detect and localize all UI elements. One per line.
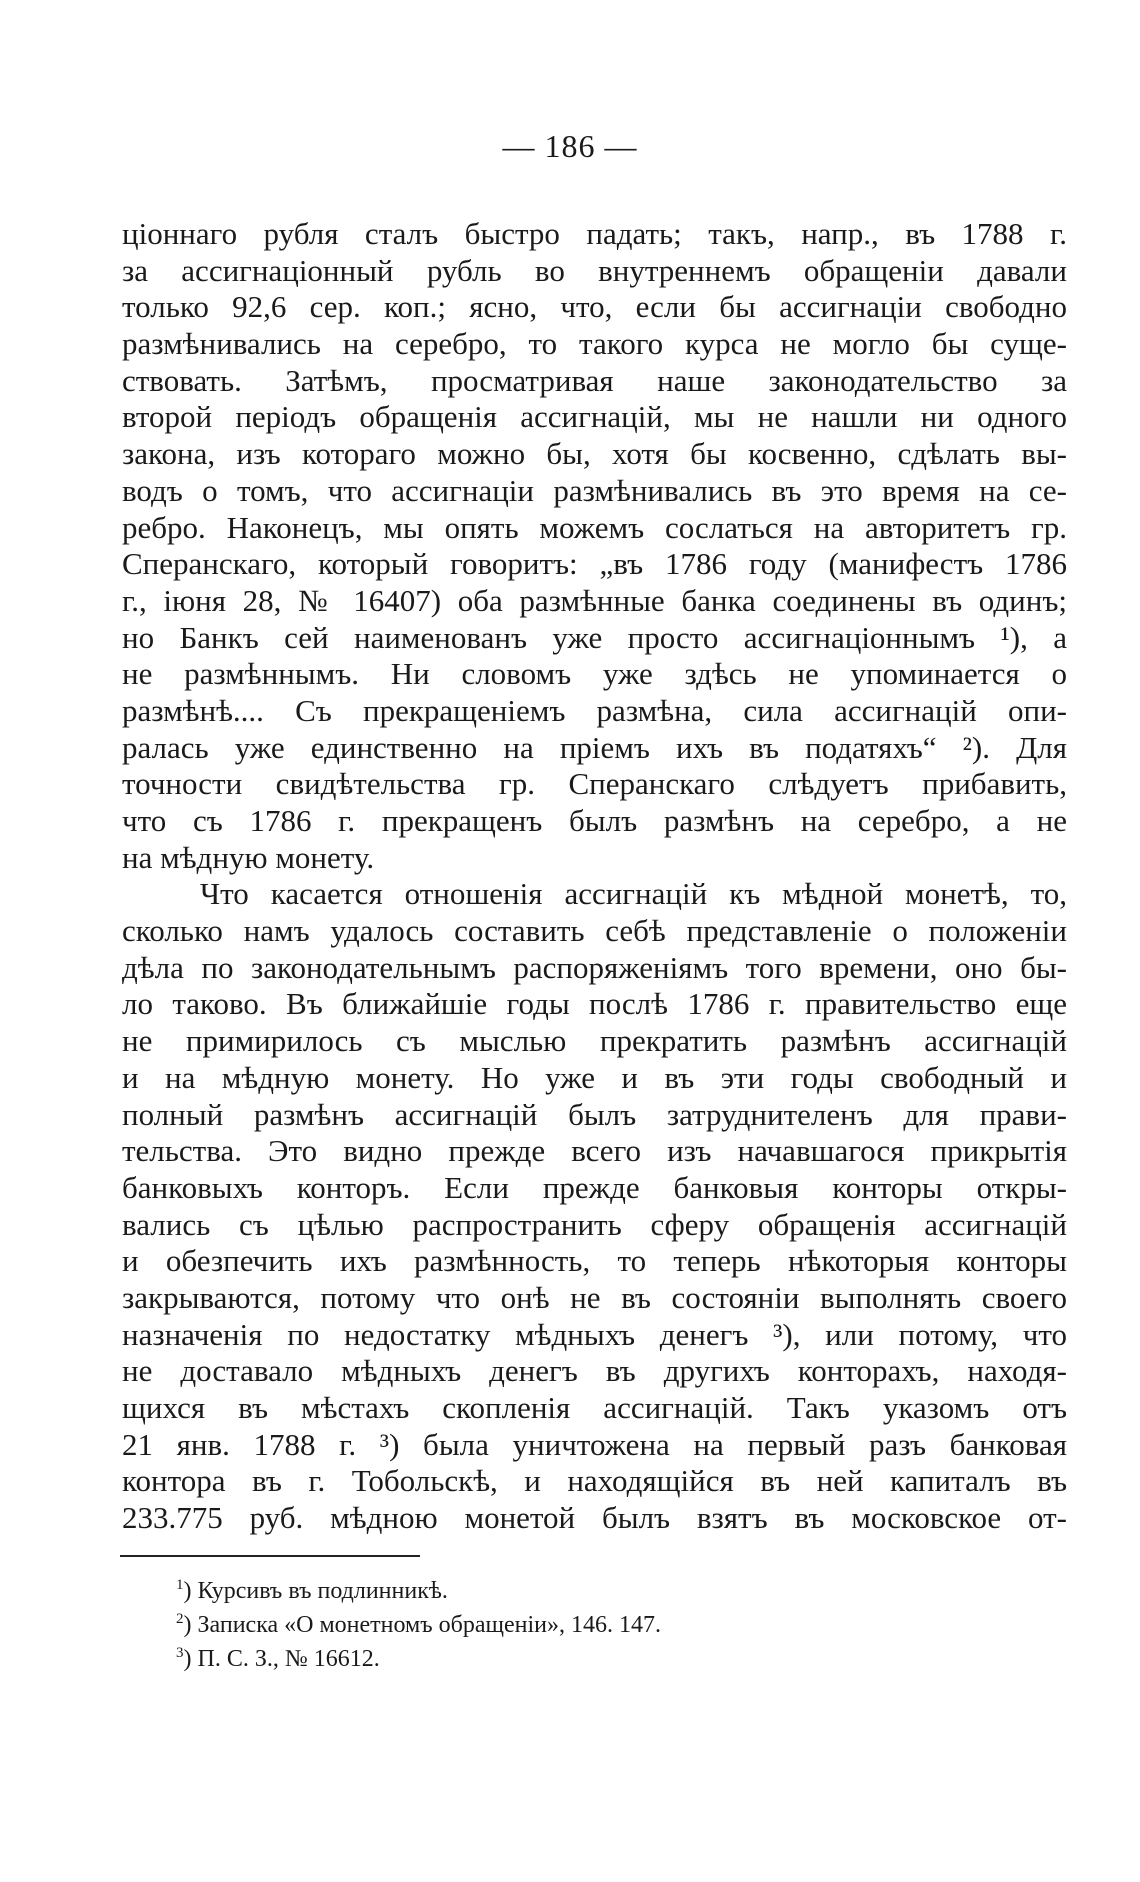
text-line: вались съ цѣлью распространить сферу обращенія ассигнацій xyxy=(122,1206,1067,1242)
footnote-text: ) П. С. З., № 16612. xyxy=(183,1646,380,1672)
text-line: размѣнивались на серебро, то такого курса не могло бы суще- xyxy=(122,326,1067,362)
body-text xyxy=(122,216,1067,1537)
text-line: но Банкъ сей наименованъ уже просто ассигнаціоннымъ ¹), а xyxy=(122,619,1067,655)
text-line: г., іюня 28, № 16407) оба размѣнные банка соединены въ одинъ; xyxy=(122,582,1067,618)
text-line: дѣла по законодательнымъ распоряженіямъ того времени, оно бы- xyxy=(122,949,1067,985)
text-line: что съ 1786 г. прекращенъ былъ размѣнъ на серебро, а не xyxy=(122,803,1067,838)
text-line: не размѣннымъ. Ни словомъ уже здѣсь не упоминается о xyxy=(122,656,1067,692)
text-line: ло таково. Въ ближайшіе годы послѣ 1786 г. правительство еще xyxy=(122,986,1067,1022)
footnote-marker: 3 xyxy=(176,1645,184,1661)
text-line: Сперанскаго, который говоритъ: „въ 1786 году (манифестъ 1786 xyxy=(122,546,1067,582)
text-line: второй періодъ обращенія ассигнацій, мы не нашли ни одного xyxy=(122,399,1067,435)
footnote-item xyxy=(176,1574,876,1608)
text-line: контора въ г. Тобольскѣ, и находящійся въ ней капиталъ въ xyxy=(122,1463,1067,1499)
text-line: 21 янв. 1788 г. ³) была уничтожена на первый разъ банковая xyxy=(122,1426,1067,1462)
footnote-text: ) Курсивъ въ подлинникѣ. xyxy=(183,1578,448,1604)
footnote-text: ) Записка «О монетномъ обращеніи», 146. 147. xyxy=(183,1612,661,1638)
text-line: закрываются, потому что онѣ не въ состояніи выполнять своего xyxy=(122,1279,1067,1315)
text-line: точности свидѣтельства гр. Сперанскаго слѣдуетъ прибавить, xyxy=(122,766,1067,802)
text-line: Что касается отношенія ассигнацій къ мѣдной монетѣ, то, xyxy=(200,876,1067,912)
text-line: банковыхъ конторъ. Если прежде банковыя конторы откры- xyxy=(122,1169,1067,1205)
text-line: водъ о томъ, что ассигнаціи размѣнивались въ это время на се- xyxy=(122,472,1067,508)
text-line: 233.775 руб. мѣдною монетой былъ взятъ въ московское от- xyxy=(122,1500,1067,1536)
text-line: размѣнѣ.... Съ прекращеніемъ размѣна, сила ассигнацій опи- xyxy=(122,692,1067,728)
text-line: закона, изъ котораго можно бы, хотя бы косвенно, сдѣлать вы- xyxy=(122,436,1067,472)
text-line: не примирилось съ мыслью прекратить размѣнъ ассигнацій xyxy=(122,1023,1067,1059)
text-line: только 92,6 сер. коп.; ясно, что, если бы ассигнаціи свободно xyxy=(122,289,1067,325)
text-line: щихся въ мѣстахъ скопленія ассигнацій. Такъ указомъ отъ xyxy=(122,1390,1067,1425)
footnotes xyxy=(176,1574,876,1676)
footnote-marker: 2 xyxy=(176,1611,184,1627)
text-line: назначенія по недостатку мѣдныхъ денегъ ³), или потому, что xyxy=(122,1316,1067,1352)
text-line: тельства. Это видно прежде всего изъ начавшагося прикрытія xyxy=(122,1133,1067,1169)
text-line: ціоннаго рубля сталъ быстро падать; такъ, напр., въ 1788 г. xyxy=(122,216,1067,251)
footnote-divider xyxy=(120,1555,420,1557)
text-line: за ассигнаціонный рубль во внутреннемъ обращеніи давали xyxy=(122,252,1067,288)
text-line: не доставало мѣдныхъ денегъ въ другихъ конторахъ, находя- xyxy=(122,1353,1067,1389)
footnote-marker: 1 xyxy=(176,1577,184,1593)
text-line: и обезпечить ихъ размѣнность, то теперь нѣкоторыя конторы xyxy=(122,1243,1067,1279)
text-line: на мѣдную монету. xyxy=(122,839,375,875)
text-line: сколько намъ удалось составить себѣ представленіе о положеніи xyxy=(122,913,1067,949)
page-number: — 186 — xyxy=(502,128,638,164)
text-line: ралась уже единственно на пріемъ ихъ въ податяхъ“ ²). Для xyxy=(122,729,1067,765)
footnote-item xyxy=(176,1642,876,1676)
footnote-item xyxy=(176,1608,876,1642)
text-line: и на мѣдную монету. Но уже и въ эти годы свободный и xyxy=(122,1059,1067,1095)
text-line: ствовать. Затѣмъ, просматривая наше законодательство за xyxy=(122,362,1067,398)
text-line: полный размѣнъ ассигнацій былъ затруднителенъ для прави- xyxy=(122,1096,1067,1132)
text-line: ребро. Наконецъ, мы опять можемъ сослаться на авторитетъ гр. xyxy=(122,509,1067,545)
